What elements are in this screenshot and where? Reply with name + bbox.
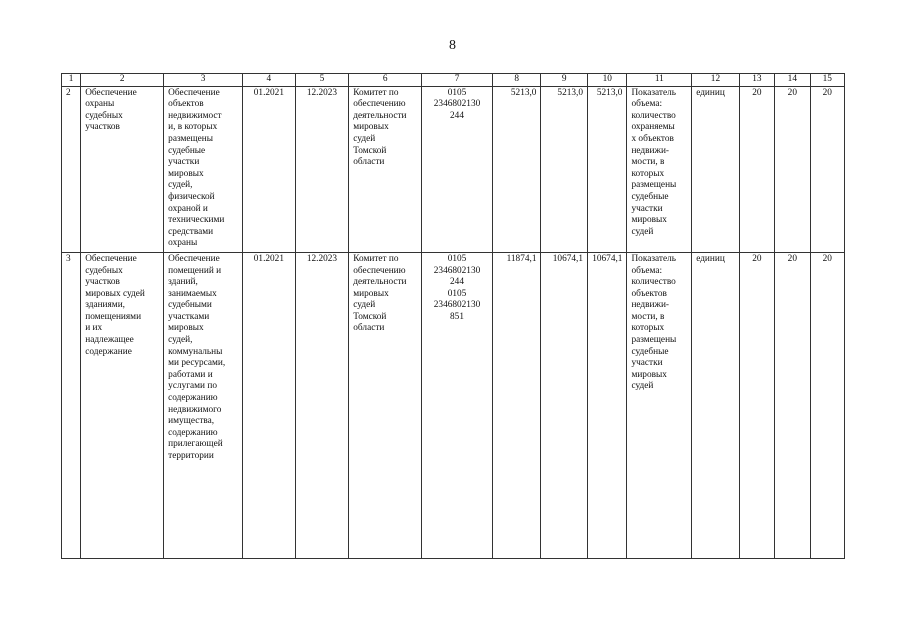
column-header: 2 (81, 74, 164, 87)
column-header: 9 (541, 74, 588, 87)
column-header: 12 (692, 74, 740, 87)
measure-cell: Обеспечение объектов недвижимост и, в которых размещены судебные участки мировых судей, физической охраной и техническими средствами охраны (164, 86, 243, 252)
column-header: 11 (627, 74, 692, 87)
header-row (62, 74, 845, 87)
unit-cell: единиц (692, 86, 740, 252)
column-header: 1 (62, 74, 81, 87)
value-cell: 20 (810, 86, 844, 252)
amount-total-cell: 5213,0 (492, 86, 541, 252)
amount-cell: 10674,1 (541, 252, 588, 558)
program-table (61, 73, 845, 559)
value-cell: 20 (739, 86, 774, 252)
task-cell: Обеспечение судебных участков мировых судей зданиями, помещениями и их надлежащее содержание (81, 252, 164, 558)
row-number: 3 (62, 252, 81, 558)
end-date-cell: 12.2023 (295, 252, 349, 558)
value-cell: 20 (775, 86, 810, 252)
measure-cell: Обеспечение помещений и зданий, занимаемых судебными участками мировых судей, коммунальны ми ресурсами, работами и услугами по содержанию недвижимого имущества, содержанию прилегающей территории (164, 252, 243, 558)
amount-cell: 10674,1 (588, 252, 627, 558)
task-cell: Обеспечение охраны судебных участков (81, 86, 164, 252)
column-header: 4 (243, 74, 296, 87)
amount-cell: 5213,0 (588, 86, 627, 252)
amount-total-cell: 11874,1 (492, 252, 541, 558)
row-number: 2 (62, 86, 81, 252)
column-header: 8 (492, 74, 541, 87)
table-row (62, 86, 845, 252)
end-date-cell: 12.2023 (295, 86, 349, 252)
column-header: 13 (739, 74, 774, 87)
value-cell: 20 (775, 252, 810, 558)
indicator-cell: Показатель объема: количество объектов недвижи- мости, в которых размещены судебные участки мировых судей (627, 252, 692, 558)
budget-code-cell: 0105 2346802130 244 0105 2346802130 851 (422, 252, 493, 558)
column-header: 10 (588, 74, 627, 87)
start-date-cell: 01.2021 (243, 86, 296, 252)
budget-code-cell: 0105 2346802130 244 (422, 86, 493, 252)
executor-cell: Комитет по обеспечению деятельности мировых судей Томской области (349, 86, 422, 252)
column-header: 14 (775, 74, 810, 87)
page-number: 8 (449, 38, 456, 53)
indicator-cell: Показатель объема: количество охраняемы х объектов недвижи- мости, в которых размещены судебные участки мировых судей (627, 86, 692, 252)
value-cell: 20 (810, 252, 844, 558)
column-header: 6 (349, 74, 422, 87)
amount-cell: 5213,0 (541, 86, 588, 252)
column-header: 3 (164, 74, 243, 87)
value-cell: 20 (739, 252, 774, 558)
column-header: 7 (422, 74, 493, 87)
table-row (62, 252, 845, 558)
column-header: 15 (810, 74, 844, 87)
start-date-cell: 01.2021 (243, 252, 296, 558)
unit-cell: единиц (692, 252, 740, 558)
executor-cell: Комитет по обеспечению деятельности мировых судей Томской области (349, 252, 422, 558)
column-header: 5 (295, 74, 349, 87)
